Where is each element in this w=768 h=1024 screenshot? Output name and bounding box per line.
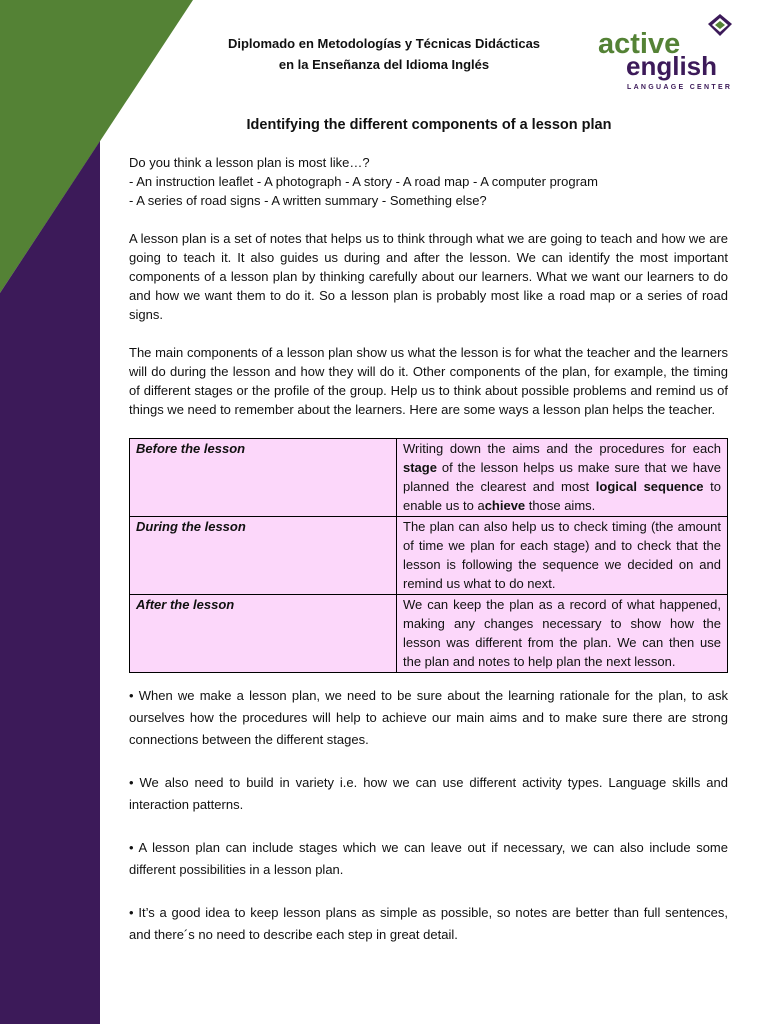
bullet-item	[129, 772, 728, 816]
book-diamond-icon	[708, 14, 732, 36]
purple-band	[0, 141, 100, 1024]
table-row-label: Before the lesson	[130, 439, 397, 517]
document-body	[129, 153, 728, 967]
logo-word-english: english	[626, 51, 718, 81]
bold-term: chieve	[484, 498, 526, 513]
bullet-icon: •	[129, 905, 134, 920]
bullet-icon: •	[129, 688, 134, 703]
course-header-line1: Diplomado en Metodologías y Técnicas Didácticas	[227, 36, 541, 51]
bullet-icon: •	[129, 840, 134, 855]
logo-word-active: active	[598, 28, 681, 60]
table-row-text	[397, 439, 728, 517]
bullet-text: It’s a good idea to keep lesson plans as simple as possible, so notes are better than full sentences, and there´s no need to describe each step in great detail.	[129, 905, 728, 942]
intro-question-block	[129, 153, 728, 210]
bold-term: stage	[403, 460, 437, 475]
bold-term: logical sequence	[595, 479, 704, 494]
table-row-text: We can keep the plan as a record of what happened, making any changes necessary to show how the lesson was different from the plan. We can then use the plan and notes to help plan the next lesson.	[397, 595, 728, 673]
lesson-stages-table	[129, 438, 728, 673]
paragraph-main-components: The main components of a lesson plan show us what the lesson is for what the teacher and the learners will do during the lesson and how they will do it. Other components of the plan, for example, the timing of different stages or the profile of the group. Help us to think about possible problems and remind us of things we need to remember about the learners. Here are some ways a lesson plan helps the teacher.	[129, 345, 728, 417]
text-run: to enable us to a	[403, 479, 721, 513]
active-english-logo	[596, 14, 752, 96]
text-run: Writing down the aims and the procedures for each	[403, 441, 721, 456]
table-row	[130, 439, 728, 517]
course-header-line2: en la Enseñanza del Idioma Inglés	[278, 57, 490, 72]
bullet-item	[129, 902, 728, 946]
bullet-text: When we make a lesson plan, we need to be sure about the learning rationale for the plan, to ask ourselves how the procedures will help to achieve our main aims and to make sure there are strong connections between the different stages.	[129, 688, 728, 747]
text-run: those aims.	[525, 498, 596, 513]
bullet-text: A lesson plan can include stages which we can leave out if necessary, we can also include some different possibilities in a lesson plan.	[129, 840, 728, 877]
course-header	[195, 33, 573, 75]
table-row	[130, 595, 728, 673]
bullet-list	[129, 685, 728, 946]
intro-options-line1: - An instruction leaflet - A photograph - A story - A road map - A computer program	[129, 174, 598, 189]
text-run: of the lesson helps us make sure that we have planned the clearest and most	[403, 460, 721, 494]
bullet-icon: •	[129, 775, 134, 790]
bullet-text: We also need to build in variety i.e. how we can use different activity types. Language skills and interaction patterns.	[129, 775, 728, 812]
table-row	[130, 517, 728, 595]
intro-options-line2: - A series of road signs - A written summary - Something else?	[129, 193, 487, 208]
table-row-label: During the lesson	[130, 517, 397, 595]
table-row-text: The plan can also help us to check timing (the amount of time we plan for each stage) and to check that the lesson is following the sequence we decided on and remind us what to do next.	[397, 517, 728, 595]
paragraph-lesson-plan-definition: A lesson plan is a set of notes that helps us to think through what we are going to teach and how we are going to teach it. It also guides us during and after the lesson. We can identify the most important components of a lesson plan by thinking carefully about our learners. What we want our learners to do and how we want them to do it. So a lesson plan is probably most like a road map or a series of road signs.	[129, 231, 728, 322]
bullet-item	[129, 685, 728, 751]
intro-question: Do you think a lesson plan is most like…?	[129, 155, 370, 170]
bullet-item	[129, 837, 728, 881]
document-title: Identifying the different components of a lesson plan	[246, 117, 612, 133]
logo-tagline: LANGUAGE CENTER	[627, 84, 733, 91]
table-row-label: After the lesson	[130, 595, 397, 673]
